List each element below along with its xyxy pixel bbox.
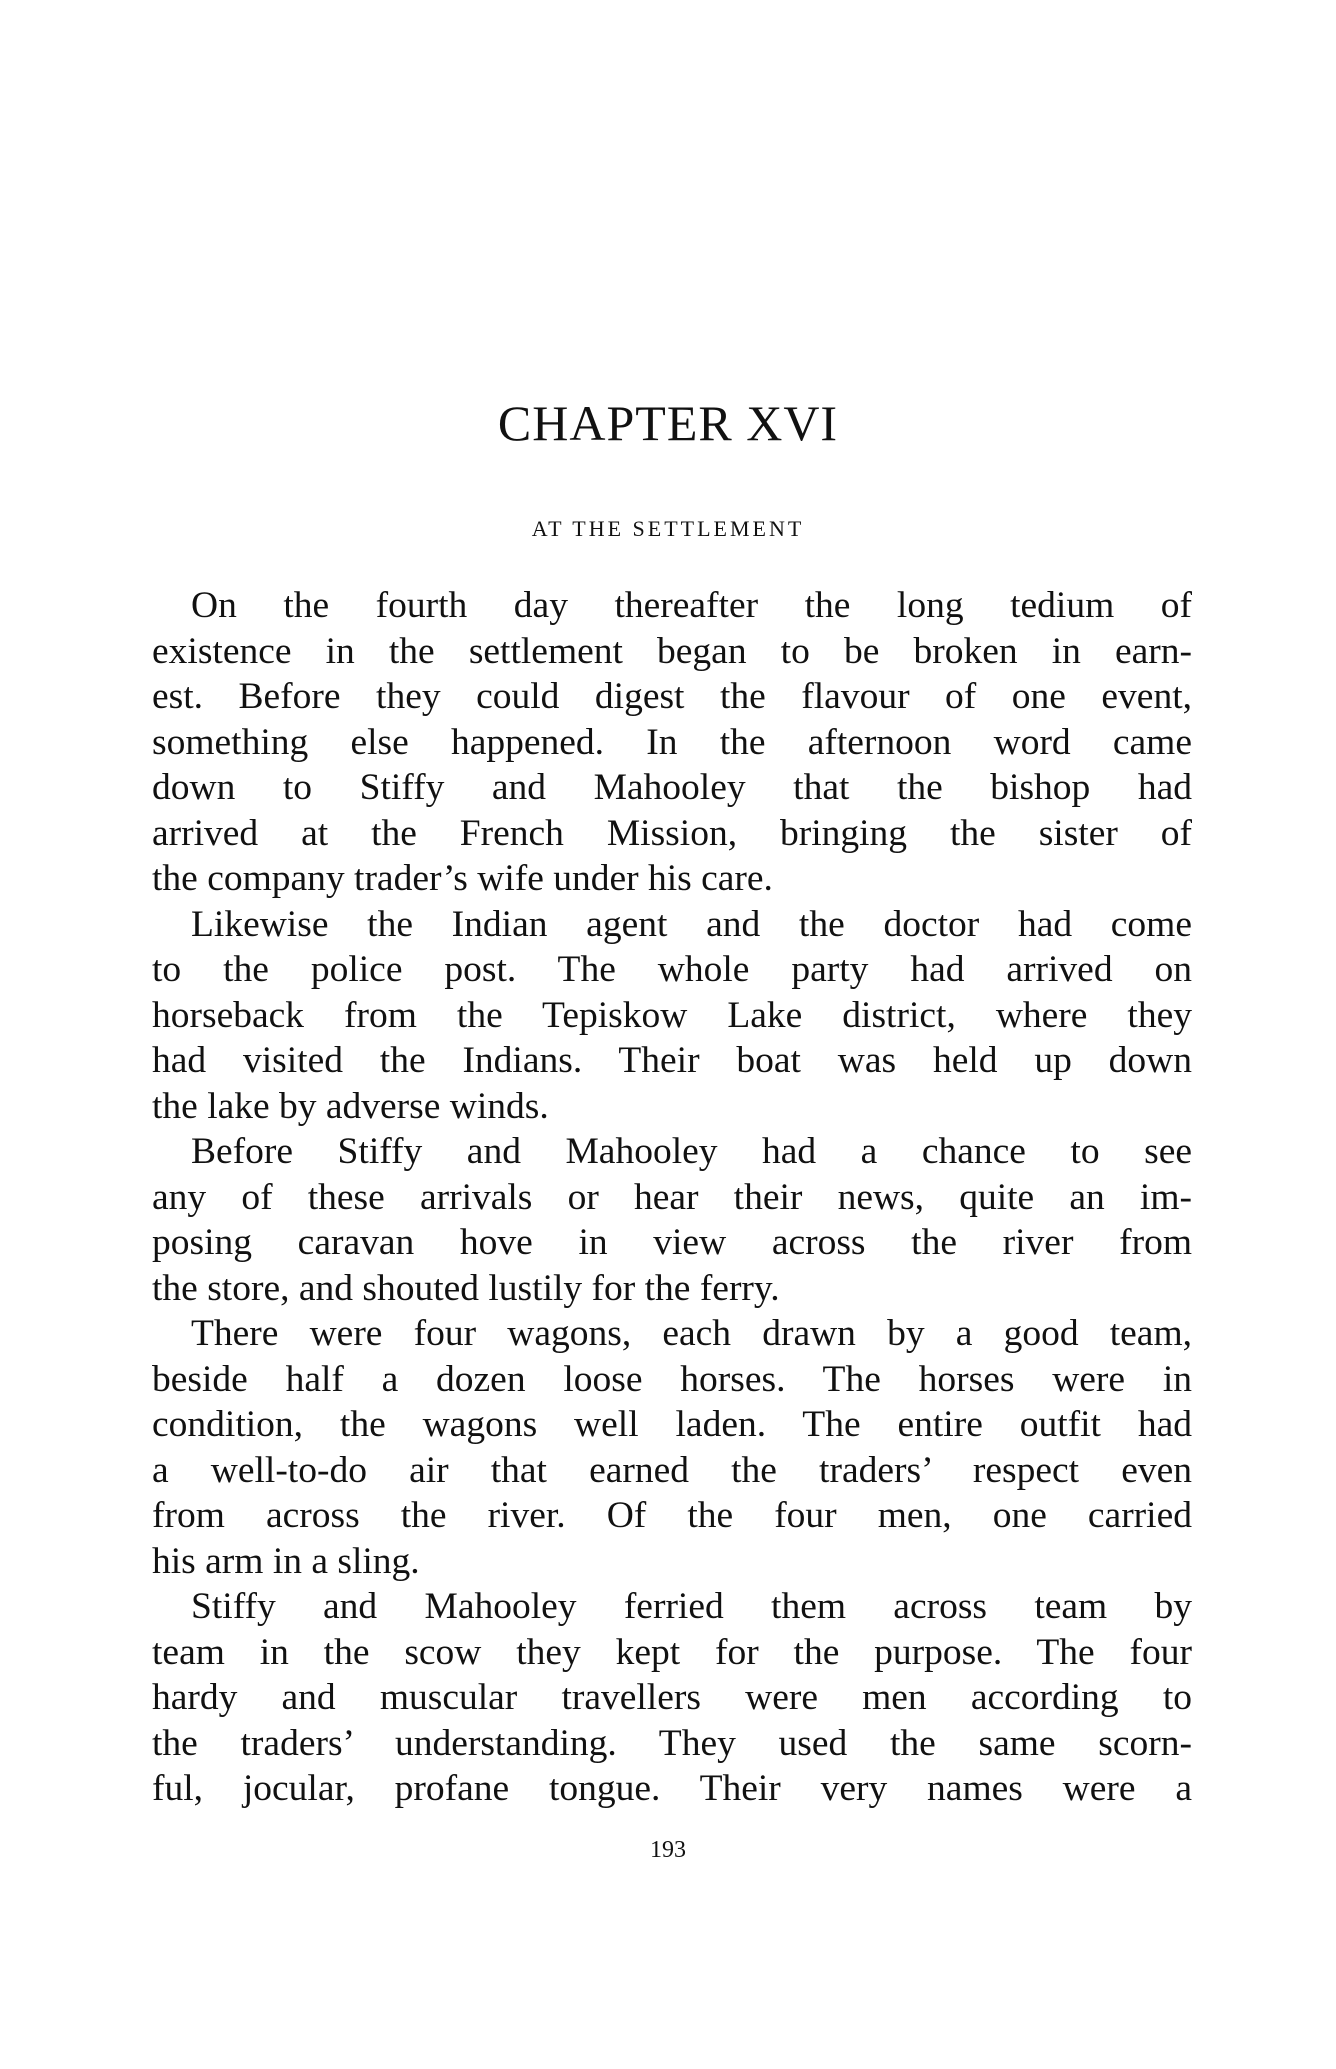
text-line: any of these arrivals or hear their news, quite an im- [152, 1176, 1192, 1218]
text-line: posing caravan hove in view across the river from [152, 1222, 1192, 1263]
text-line: On the fourth day thereafter the long tedium of [191, 585, 1192, 626]
text-line: team in the scow they kept for the purpose. The four [152, 1631, 1192, 1673]
text-line: Stiffy and Mahooley ferried them across team by [191, 1586, 1192, 1627]
text-line: a well-to-do air that earned the traders’ respect even [152, 1449, 1192, 1491]
chapter-subtitle: AT THE SETTLEMENT [531, 516, 805, 541]
text-line: condition, the wagons well laden. The entire outfit had [152, 1404, 1192, 1445]
text-line: There were four wagons, each drawn by a good team, [191, 1313, 1192, 1354]
text-line: horseback from the Tepiskow Lake district, where they [152, 994, 1192, 1036]
text-line: ful, jocular, profane tongue. Their very names were a [152, 1768, 1192, 1809]
text-line: the traders’ understanding. They used the same scorn- [152, 1722, 1192, 1764]
text-line: something else happened. In the afternoon word came [152, 721, 1192, 763]
text-line: beside half a dozen loose horses. The horses were in [152, 1358, 1192, 1400]
chapter-title: CHAPTER XVI [497, 395, 839, 451]
text-line: had visited the Indians. Their boat was held up down [152, 1040, 1192, 1081]
text-line: est. Before they could digest the flavour of one event, [152, 676, 1192, 717]
text-line: arrived at the French Mission, bringing the sister of [152, 812, 1192, 854]
text-line: down to Stiffy and Mahooley that the bishop had [152, 767, 1192, 808]
text-line: hardy and muscular travellers were men according to [152, 1677, 1192, 1718]
text-line: the company trader’s wife under his care. [152, 858, 773, 899]
text-line: existence in the settlement began to be broken in earn- [152, 630, 1192, 672]
text-line: from across the river. Of the four men, one carried [152, 1495, 1192, 1536]
text-line: the lake by adverse winds. [152, 1085, 549, 1127]
text-line: Before Stiffy and Mahooley had a chance to see [191, 1131, 1192, 1172]
text-line: to the police post. The whole party had arrived on [152, 949, 1192, 990]
text-line: the store, and shouted lustily for the ferry. [152, 1267, 780, 1309]
text-line: Likewise the Indian agent and the doctor had come [191, 903, 1192, 945]
page-number: 193 [650, 1837, 686, 1863]
text-line: his arm in a sling. [152, 1540, 420, 1582]
body-text [152, 583, 1192, 1812]
